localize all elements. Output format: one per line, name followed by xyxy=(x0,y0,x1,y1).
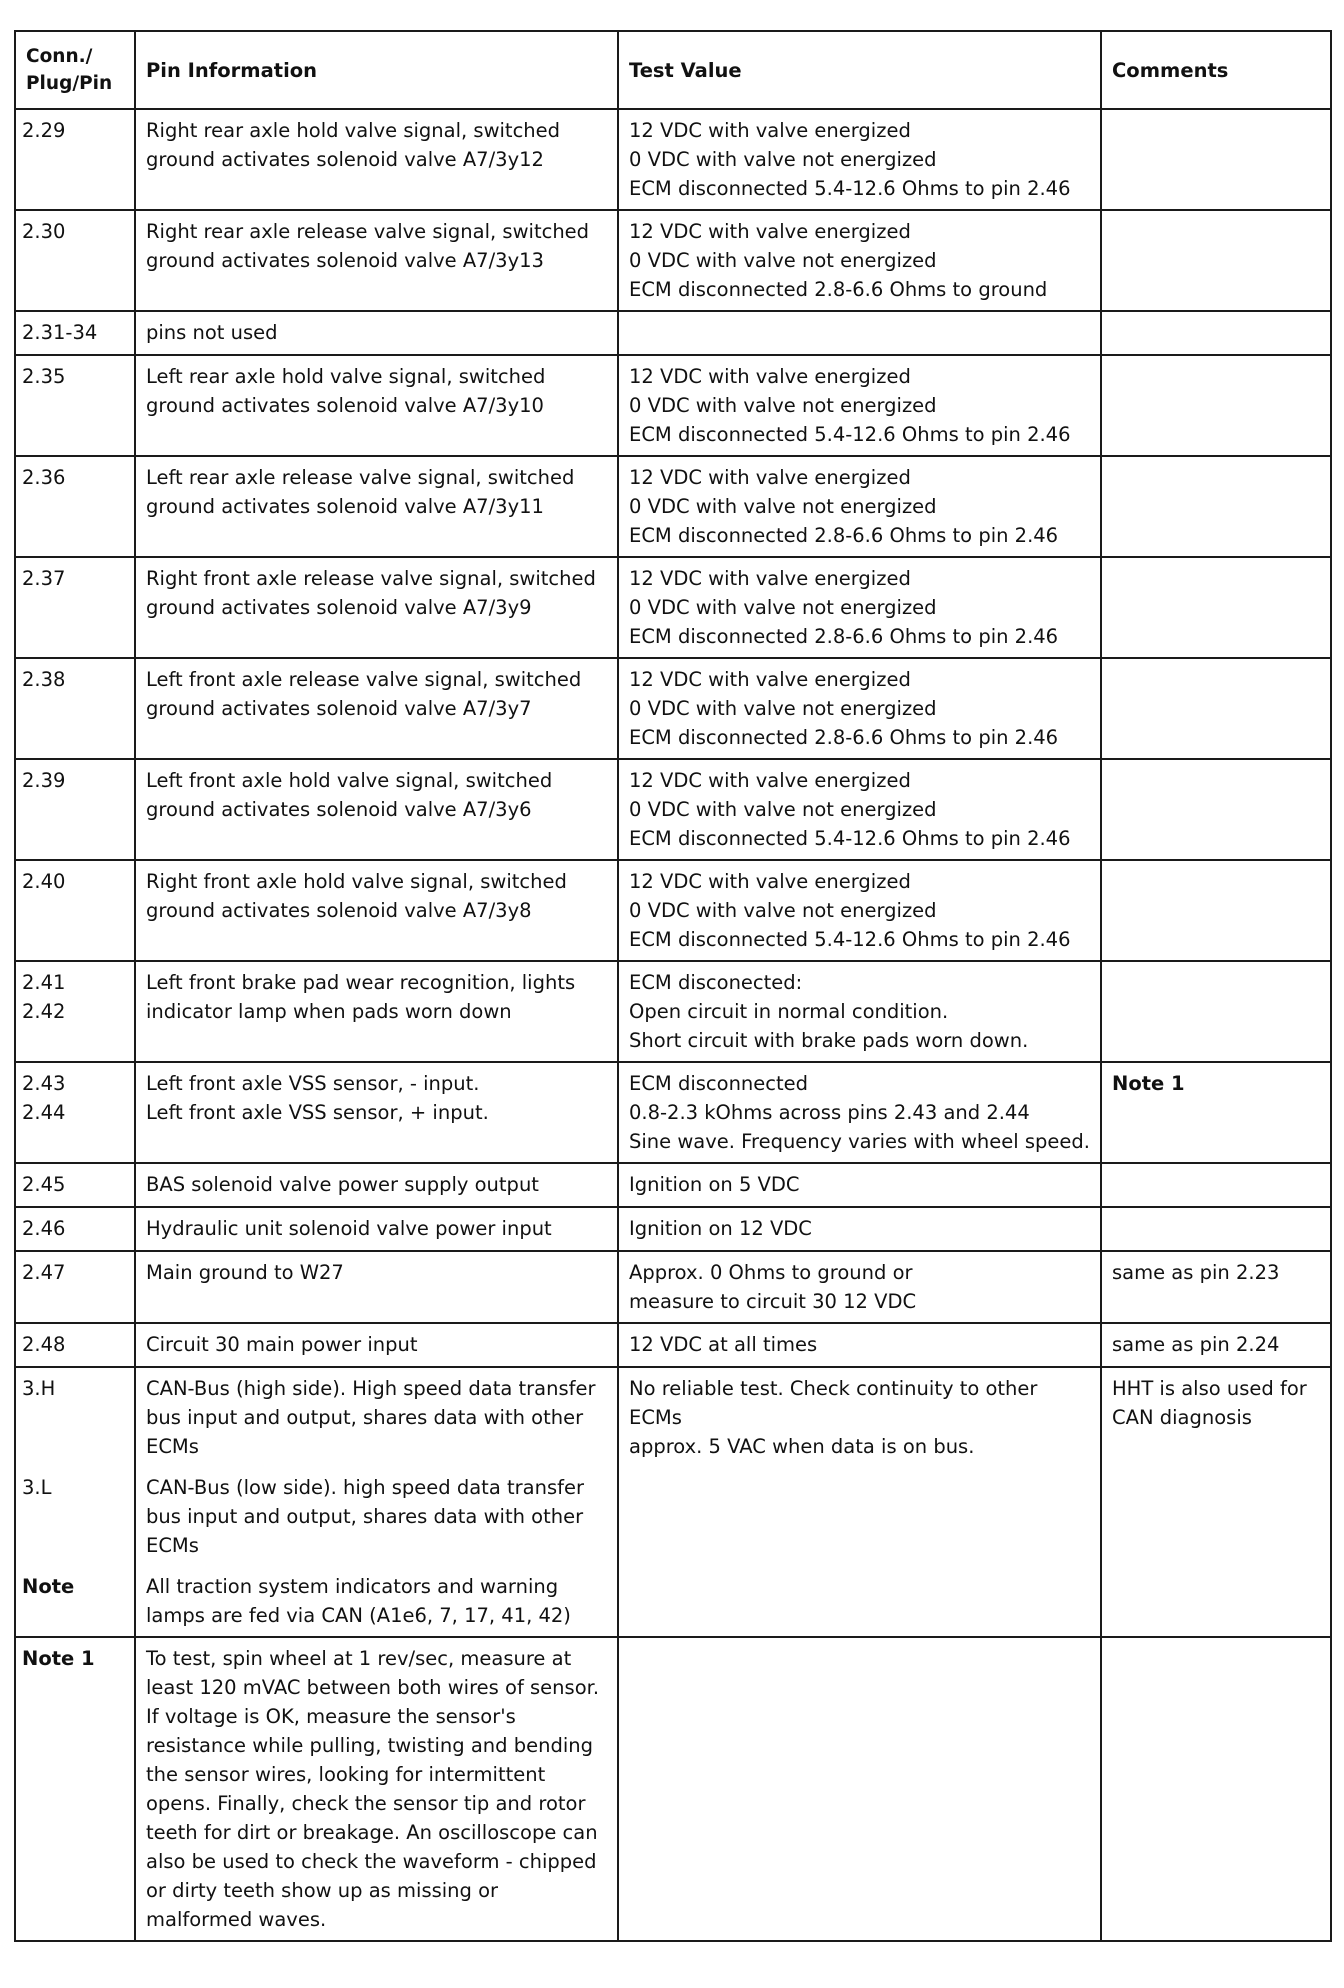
cell-line: ground activates solenoid valve A7/3y13 xyxy=(146,249,544,272)
comment-cell xyxy=(1101,355,1331,456)
cell-line: Right front axle release valve signal, switched xyxy=(146,567,596,590)
cell-line: Hydraulic unit solenoid valve power input xyxy=(146,1217,552,1240)
cell-line: 12 VDC with valve energized xyxy=(629,567,911,590)
cell-line: 2.44 xyxy=(22,1101,66,1124)
cell-line: Ignition on 5 VDC xyxy=(629,1173,800,1196)
cell-line: pins not used xyxy=(146,321,278,344)
cell-line: CAN diagnosis xyxy=(1112,1406,1252,1429)
cell-line: Right front axle hold valve signal, switched xyxy=(146,870,567,893)
cell-line: indicator lamp when pads worn down xyxy=(146,1000,512,1023)
spacer xyxy=(22,1403,124,1473)
test-value-cell xyxy=(618,1062,1101,1163)
test-value-cell xyxy=(618,1323,1101,1367)
cell-line: Approx. 0 Ohms to ground or xyxy=(629,1261,913,1284)
cell-line: bus input and output, shares data with other xyxy=(146,1406,584,1429)
table-row xyxy=(15,1062,1331,1163)
cell-line: least 120 mVAC between both wires of sensor. xyxy=(146,1676,600,1699)
cell-line: ground activates solenoid valve A7/3y11 xyxy=(146,495,544,518)
cell-line: 2.43 xyxy=(22,1072,66,1095)
cell-line: or dirty teeth show up as missing or xyxy=(146,1879,499,1902)
cell-line: If voltage is OK, measure the sensor's xyxy=(146,1705,516,1728)
header-conn: Conn./ Plug/Pin xyxy=(15,31,135,109)
cell-line: Left rear axle hold valve signal, switched xyxy=(146,365,546,388)
comment-cell xyxy=(1101,658,1331,759)
cell-line: 12 VDC with valve energized xyxy=(629,365,911,388)
cell-line: Left front axle VSS sensor, - input. xyxy=(146,1072,480,1095)
cell-line: Short circuit with brake pads worn down. xyxy=(629,1029,1029,1052)
cell-line: resistance while pulling, twisting and bending xyxy=(146,1734,593,1757)
cell-line: ground activates solenoid valve A7/3y10 xyxy=(146,394,544,417)
cell-line: approx. 5 VAC when data is on bus. xyxy=(629,1435,975,1458)
cell-line: lamps are fed via CAN (A1e6, 7, 17, 41, 42) xyxy=(146,1604,571,1627)
test-value-cell xyxy=(618,1207,1101,1251)
cell-line: 0.8-2.3 kOhms across pins 2.43 and 2.44 xyxy=(629,1101,1030,1124)
can-bus-row xyxy=(15,1367,1331,1637)
test-value-cell xyxy=(618,456,1101,557)
header-pin-info: Pin Information xyxy=(135,31,618,109)
cell-line: 2.48 xyxy=(22,1333,66,1356)
cell-line: All traction system indicators and warning xyxy=(146,1575,559,1598)
cell-line: same as pin 2.24 xyxy=(1112,1333,1280,1356)
test-value-cell xyxy=(618,557,1101,658)
comment-cell xyxy=(1101,961,1331,1062)
cell-line: 2.35 xyxy=(22,365,66,388)
table-row xyxy=(15,1207,1331,1251)
pin-info-cell xyxy=(135,1062,618,1163)
cell-line: ECM disconnected 2.8-6.6 Ohms to pin 2.46 xyxy=(629,625,1059,648)
cell-line: 0 VDC with valve not energized xyxy=(629,249,937,272)
comment-cell xyxy=(1101,860,1331,961)
cell-line: Left rear axle release valve signal, switched xyxy=(146,466,575,489)
test-value-cell xyxy=(618,210,1101,311)
cell-line: 2.37 xyxy=(22,567,66,590)
table-row xyxy=(15,456,1331,557)
pin-info-cell xyxy=(135,1323,618,1367)
cell-line: 2.42 xyxy=(22,1000,66,1023)
table-row xyxy=(15,210,1331,311)
cell-line: ground activates solenoid valve A7/3y9 xyxy=(146,596,532,619)
cell-line: 0 VDC with valve not energized xyxy=(629,899,937,922)
cell-line: BAS solenoid valve power supply output xyxy=(146,1173,539,1196)
cell-line: also be used to check the waveform - chipped xyxy=(146,1850,597,1873)
pin-cell xyxy=(15,658,135,759)
cell-line: 2.46 xyxy=(22,1217,66,1240)
cell-line: 12 VDC with valve energized xyxy=(629,466,911,489)
table-row xyxy=(15,109,1331,210)
cell-line: Left front axle release valve signal, switched xyxy=(146,668,582,691)
cell-line: ECMs xyxy=(629,1406,682,1429)
cell-line: 0 VDC with valve not energized xyxy=(629,596,937,619)
pin-info-cell xyxy=(135,355,618,456)
cell-line: CAN-Bus (low side). high speed data transfer xyxy=(146,1476,584,1499)
test-value-cell xyxy=(618,658,1101,759)
comment-cell xyxy=(1101,1251,1331,1323)
cell-line: 2.36 xyxy=(22,466,66,489)
cell-line: 2.31-34 xyxy=(22,321,98,344)
pin-info-cell xyxy=(135,1207,618,1251)
comment-cell xyxy=(1101,759,1331,860)
comment-cell xyxy=(1101,1367,1331,1637)
note-label: Note xyxy=(22,1575,75,1598)
pin-label-3h: 3.H xyxy=(22,1377,56,1400)
table-row xyxy=(15,961,1331,1062)
comment-cell xyxy=(1101,1637,1331,1941)
pin-cell xyxy=(15,1163,135,1207)
cell-line: Open circuit in normal condition. xyxy=(629,1000,949,1023)
table-row xyxy=(15,1251,1331,1323)
table-row xyxy=(15,311,1331,355)
pin-info-cell xyxy=(135,1251,618,1323)
cell-line: 12 VDC with valve energized xyxy=(629,769,911,792)
cell-line: ECM disconnected 2.8-6.6 Ohms to ground xyxy=(629,278,1048,301)
note1-label: Note 1 xyxy=(22,1647,95,1670)
header-test-value: Test Value xyxy=(618,31,1101,109)
cell-line: Right rear axle hold valve signal, switched xyxy=(146,119,561,142)
pin-cell xyxy=(15,557,135,658)
pin-info-cell xyxy=(135,759,618,860)
table-row xyxy=(15,759,1331,860)
cell-line: Circuit 30 main power input xyxy=(146,1333,418,1356)
cell-line: ECMs xyxy=(146,1534,199,1557)
cell-line: 0 VDC with valve not energized xyxy=(629,495,937,518)
test-value-cell xyxy=(618,109,1101,210)
test-value-cell xyxy=(618,1163,1101,1207)
comment-cell xyxy=(1101,1163,1331,1207)
pin-cell xyxy=(15,1251,135,1323)
cell-line: same as pin 2.23 xyxy=(1112,1261,1280,1284)
spacer xyxy=(22,1502,124,1572)
test-value-cell xyxy=(618,355,1101,456)
cell-line: To test, spin wheel at 1 rev/sec, measure at xyxy=(146,1647,572,1670)
test-value-cell xyxy=(618,311,1101,355)
pin-cell xyxy=(15,759,135,860)
spacer xyxy=(146,1461,607,1473)
pin-cell xyxy=(15,860,135,961)
pin-cell xyxy=(15,109,135,210)
cell-line: 2.30 xyxy=(22,220,66,243)
table-row xyxy=(15,860,1331,961)
test-value-cell xyxy=(618,759,1101,860)
cell-line: Right rear axle release valve signal, switched xyxy=(146,220,590,243)
cell-line: Ignition on 12 VDC xyxy=(629,1217,812,1240)
pin-info-cell xyxy=(135,860,618,961)
cell-line: 12 VDC with valve energized xyxy=(629,668,911,691)
cell-line: ECM disconnected 5.4-12.6 Ohms to pin 2.46 xyxy=(629,827,1071,850)
cell-line: Left front brake pad wear recognition, lights xyxy=(146,971,576,994)
header-comments: Comments xyxy=(1101,31,1331,109)
pin-cell xyxy=(15,456,135,557)
cell-line: the sensor wires, looking for intermittent xyxy=(146,1763,546,1786)
pin-table-sheet xyxy=(14,30,1332,1942)
test-value-cell xyxy=(618,1251,1101,1323)
cell-line: 2.47 xyxy=(22,1261,66,1284)
pin-cell xyxy=(15,1323,135,1367)
note1-row xyxy=(15,1637,1331,1941)
cell-line: ground activates solenoid valve A7/3y8 xyxy=(146,899,532,922)
note1-text-cell xyxy=(135,1637,618,1941)
test-value-cell xyxy=(618,961,1101,1062)
pin-info-cell xyxy=(135,658,618,759)
cell-line: 2.39 xyxy=(22,769,66,792)
pin-info-cell xyxy=(135,456,618,557)
cell-line: 0 VDC with valve not energized xyxy=(629,148,937,171)
pin-info-cell xyxy=(135,1367,618,1637)
cell-line: 12 VDC at all times xyxy=(629,1333,818,1356)
pin-info-cell xyxy=(135,1163,618,1207)
spacer xyxy=(146,1560,607,1572)
pin-table xyxy=(14,30,1332,1942)
cell-line: ground activates solenoid valve A7/3y7 xyxy=(146,697,532,720)
cell-line: ECM disconected: xyxy=(629,971,803,994)
cell-line: 12 VDC with valve energized xyxy=(629,220,911,243)
comment-cell xyxy=(1101,1062,1331,1163)
cell-line: malformed waves. xyxy=(146,1908,327,1931)
table-body xyxy=(15,109,1331,1941)
cell-line: ECM disconnected 5.4-12.6 Ohms to pin 2.46 xyxy=(629,928,1071,951)
cell-line: ECM disconnected 2.8-6.6 Ohms to pin 2.46 xyxy=(629,524,1059,547)
cell-line: measure to circuit 30 12 VDC xyxy=(629,1290,917,1313)
cell-line: HHT is also used for xyxy=(1112,1377,1307,1400)
pin-cell xyxy=(15,961,135,1062)
pin-cell xyxy=(15,1367,135,1637)
pin-info-cell xyxy=(135,961,618,1062)
cell-line: 12 VDC with valve energized xyxy=(629,119,911,142)
cell-line: 0 VDC with valve not energized xyxy=(629,697,937,720)
pin-cell xyxy=(15,355,135,456)
comment-cell xyxy=(1101,311,1331,355)
cell-line: Left front axle hold valve signal, switched xyxy=(146,769,553,792)
comment-cell xyxy=(1101,557,1331,658)
comment-cell xyxy=(1101,109,1331,210)
pin-cell xyxy=(15,1062,135,1163)
comment-cell xyxy=(1101,210,1331,311)
cell-line: ECM disconnected 2.8-6.6 Ohms to pin 2.46 xyxy=(629,726,1059,749)
table-row xyxy=(15,1323,1331,1367)
cell-line: opens. Finally, check the sensor tip and rotor xyxy=(146,1792,586,1815)
cell-line: ECM disconnected xyxy=(629,1072,809,1095)
cell-line: ECM disconnected 5.4-12.6 Ohms to pin 2.46 xyxy=(629,177,1071,200)
cell-line: bus input and output, shares data with other xyxy=(146,1505,584,1528)
cell-line: ground activates solenoid valve A7/3y6 xyxy=(146,798,532,821)
cell-line: Main ground to W27 xyxy=(146,1261,344,1284)
pin-info-cell xyxy=(135,557,618,658)
pin-info-cell xyxy=(135,311,618,355)
test-value-cell xyxy=(618,1367,1101,1637)
pin-cell xyxy=(15,1637,135,1941)
cell-line: 0 VDC with valve not energized xyxy=(629,798,937,821)
cell-line: teeth for dirt or breakage. An oscilloscope can xyxy=(146,1821,598,1844)
pin-cell xyxy=(15,311,135,355)
cell-line: Sine wave. Frequency varies with wheel speed. xyxy=(629,1130,1090,1153)
cell-line: ground activates solenoid valve A7/3y12 xyxy=(146,148,544,171)
cell-line: 12 VDC with valve energized xyxy=(629,870,911,893)
table-row xyxy=(15,355,1331,456)
cell-line: No reliable test. Check continuity to other xyxy=(629,1377,1038,1400)
cell-line: 2.41 xyxy=(22,971,66,994)
comment-cell xyxy=(1101,1323,1331,1367)
table-header-row xyxy=(15,31,1331,109)
pin-cell xyxy=(15,1207,135,1251)
test-value-cell xyxy=(618,1637,1101,1941)
cell-line: 2.29 xyxy=(22,119,66,142)
test-value-cell xyxy=(618,860,1101,961)
cell-line: CAN-Bus (high side). High speed data transfer xyxy=(146,1377,596,1400)
cell-line: 0 VDC with valve not energized xyxy=(629,394,937,417)
cell-line: 2.38 xyxy=(22,668,66,691)
table-row xyxy=(15,658,1331,759)
cell-line: ECMs xyxy=(146,1435,199,1458)
cell-line: Left front axle VSS sensor, + input. xyxy=(146,1101,489,1124)
pin-info-cell xyxy=(135,210,618,311)
pin-cell xyxy=(15,210,135,311)
cell-line: Note 1 xyxy=(1112,1072,1185,1095)
pin-info-cell xyxy=(135,109,618,210)
table-row xyxy=(15,1163,1331,1207)
pin-label-3l: 3.L xyxy=(22,1476,52,1499)
comment-cell xyxy=(1101,456,1331,557)
table-row xyxy=(15,557,1331,658)
cell-line: ECM disconnected 5.4-12.6 Ohms to pin 2.46 xyxy=(629,423,1071,446)
cell-line: 2.40 xyxy=(22,870,66,893)
comment-cell xyxy=(1101,1207,1331,1251)
cell-line: 2.45 xyxy=(22,1173,66,1196)
